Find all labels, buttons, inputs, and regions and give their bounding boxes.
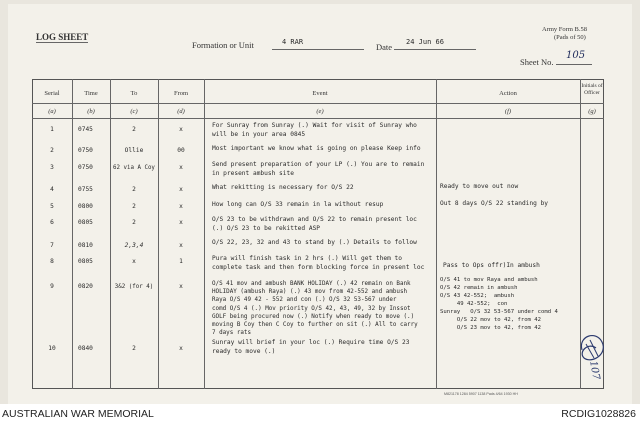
col-serial-sub: (a)	[48, 108, 56, 115]
action-cell: Ready to move out now	[440, 183, 519, 190]
col-initials-sub: (g)	[588, 108, 596, 115]
event-cell: What rekitting is necessary for O/S 22	[212, 184, 354, 191]
from-cell: x	[179, 283, 183, 290]
time-cell: 0805	[78, 219, 93, 226]
time-cell: 0840	[78, 345, 93, 352]
event-cell: O/S 41 mov and ambush BANK HOLIDAY (.) 42 remain on Bank HOLIDAY (ambush Raya) (.) 43 mov from 42-552 and ambush Raya O/S 49 42 - 552 and con (.) O/S 32 53-567 under comd O/S 4 (.) Mov priority O/S 42, 43, 49, 32 by Inssot GOLF being procured now (.) Notify when ready to move (.) moving B Coy then C Coy to further on sit (.) All to carry 7 days rats	[212, 281, 418, 337]
col-from-sub: (d)	[177, 108, 185, 115]
serial-cell: 4	[50, 186, 54, 193]
to-cell: 2	[132, 219, 136, 226]
event-cell: How long can O/S 33 remain in la without resup	[212, 201, 384, 208]
event-cell: O/S 22, 23, 32 and 43 to stand by (.) Details to follow	[212, 239, 417, 246]
action-cell: Out 8 days O/S 22 standing by	[440, 200, 549, 207]
formation-field	[272, 38, 364, 50]
date-value: 24 Jun 66	[406, 38, 444, 46]
col-time-header: Time	[84, 90, 98, 97]
serial-cell: 8	[50, 258, 54, 265]
sheet-no-field	[556, 50, 592, 65]
from-cell: x	[179, 164, 183, 171]
col-action-header: Action	[499, 90, 517, 97]
to-cell: 2	[132, 186, 136, 193]
time-cell: 0805	[78, 258, 93, 265]
archive-footer	[0, 404, 640, 423]
formation-value: 4 RAR	[282, 38, 304, 46]
date-label: Date	[376, 42, 393, 52]
sheet-no-label: Sheet No.	[520, 57, 554, 67]
serial-cell: 5	[50, 203, 54, 210]
col-event-header: Event	[312, 90, 328, 97]
col-divider	[436, 79, 437, 389]
time-cell: 0745	[78, 126, 93, 133]
event-cell: Send present preparation of your LP (.) You are to remain in present ambush site	[212, 161, 425, 177]
from-cell: 00	[177, 147, 185, 154]
serial-cell: 10	[48, 345, 56, 352]
time-cell: 0820	[78, 283, 93, 290]
to-cell: x	[132, 258, 136, 265]
event-cell: Pura will finish task in 2 hrs (.) Will get them to complete task and then form blocking force in present loc	[212, 255, 425, 271]
from-cell: x	[179, 186, 183, 193]
serial-cell: 7	[50, 242, 54, 249]
col-action-sub: (f)	[504, 108, 512, 115]
sheet-no-value: 105	[566, 50, 586, 61]
action-cell: O/S 41 to mov Raya and ambush O/S 42 remain in ambush O/S 43 42-552; ambush 49 42-552; con Sunray O/S 32 53-567 under comd 4 O/S 22 mov to 42, from 42 O/S 23 mov to 42, from 42	[440, 277, 558, 331]
to-cell: 2,3,4	[124, 242, 144, 249]
col-divider	[204, 79, 205, 389]
to-cell: 2	[132, 126, 136, 133]
serial-cell: 9	[50, 283, 54, 290]
event-cell: For Sunray from Sunray (.) Wait for visit of Sunray who will be in your area 0845	[212, 122, 417, 138]
to-cell: Ollie	[124, 147, 144, 154]
from-cell: x	[179, 126, 183, 133]
col-initials-header: Initials of Officer	[581, 83, 603, 96]
header-divider	[32, 103, 604, 104]
to-cell: 3&2 (for 4)	[114, 284, 154, 290]
from-cell: 1	[179, 258, 183, 265]
col-time-sub: (b)	[87, 108, 95, 115]
time-cell: 0750	[78, 164, 93, 171]
col-to-sub: (c)	[130, 108, 138, 115]
serial-cell: 6	[50, 219, 54, 226]
col-event-sub: (e)	[316, 108, 324, 115]
col-serial-header: Serial	[44, 90, 60, 97]
col-divider	[72, 79, 73, 389]
army-form-label: Army Form B.58	[542, 26, 587, 33]
from-cell: x	[179, 345, 183, 352]
log-sheet-title: LOG SHEET	[36, 32, 89, 42]
serial-cell: 2	[50, 147, 54, 154]
from-cell: x	[179, 219, 183, 226]
event-cell: O/S 23 to be withdrawn and O/S 22 to remain present loc (.) O/S 23 to be rekitted ASP	[212, 216, 417, 232]
header-divider	[32, 118, 604, 119]
to-cell: 2	[132, 345, 136, 352]
footer-left: AUSTRALIAN WAR MEMORIAL	[2, 408, 154, 420]
serial-cell: 1	[50, 126, 54, 133]
form-code: M821178 1284 5907 1138 Pads 4/64 1930 HH	[444, 392, 518, 396]
to-cell: 62 via A Coy	[113, 165, 155, 171]
col-from-header: From	[173, 90, 189, 97]
action-cell: Pass to Ops offr)In ambush	[443, 262, 540, 269]
col-to-header: To	[130, 90, 138, 97]
to-cell: 2	[132, 203, 136, 210]
date-field	[394, 38, 476, 50]
time-cell: 0810	[78, 242, 93, 249]
formation-label: Formation or Unit	[192, 40, 254, 50]
from-cell: x	[179, 203, 183, 210]
serial-cell: 3	[50, 164, 54, 171]
event-cell: Sunray will brief in your loc (.) Require time O/S 23 ready to move (.)	[212, 339, 410, 355]
from-cell: x	[179, 242, 183, 249]
time-cell: 0755	[78, 186, 93, 193]
footer-right: RCDIG1028826	[561, 408, 636, 420]
page-number: 107	[587, 360, 602, 381]
time-cell: 0800	[78, 203, 93, 210]
time-cell: 0750	[78, 147, 93, 154]
pads-label: (Pads of 50)	[554, 34, 586, 41]
event-cell: Most important we know what is going on please Keep info	[212, 145, 421, 152]
